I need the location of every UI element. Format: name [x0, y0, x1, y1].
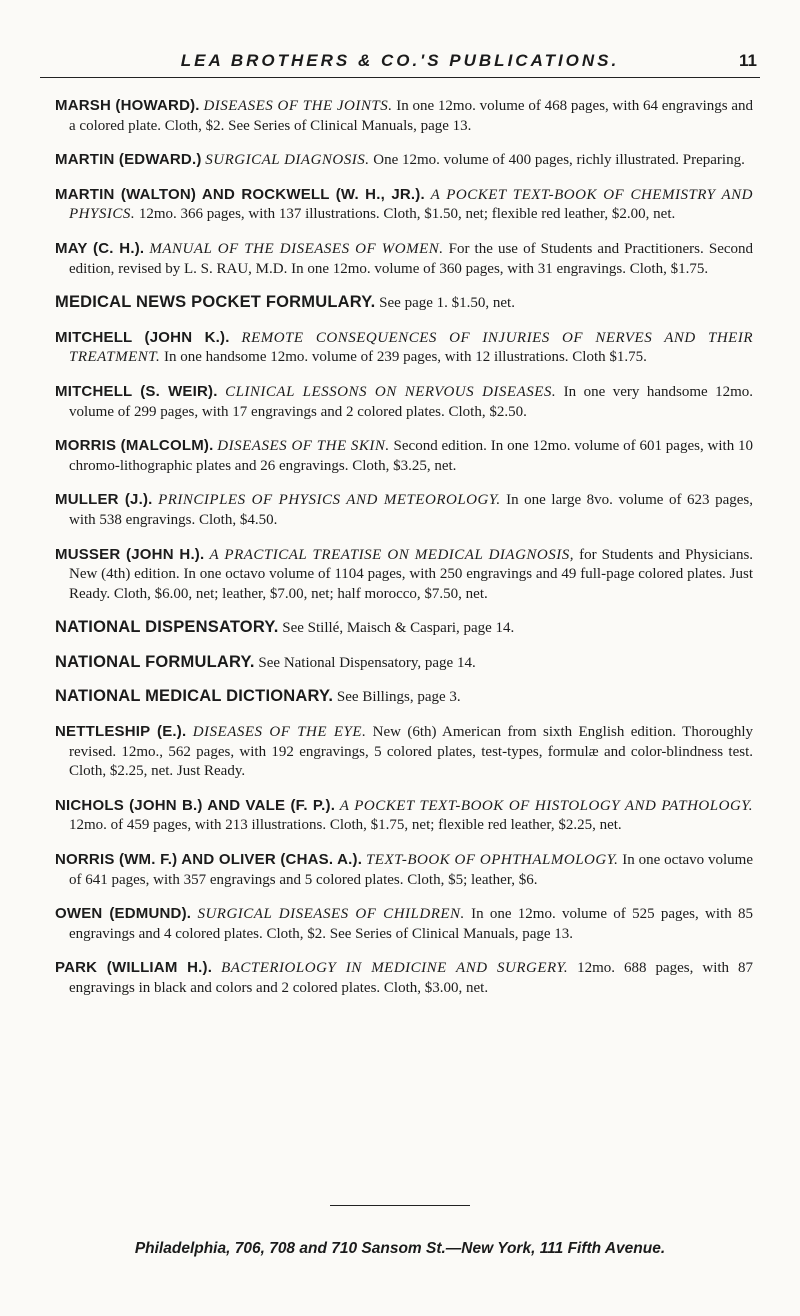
entry-body: [55, 150, 753, 171]
catalog-entry: [55, 545, 753, 605]
author-name: MEDICAL NEWS POCKET FORMULARY.: [55, 293, 376, 312]
author-name: PARK (WILLIAM H.).: [55, 959, 213, 977]
entry-description: 12mo. 366 pages, with 137 illustrations. Cloth, $1.50, net; flexible red leather, $2.00, net.: [138, 206, 676, 223]
catalog-entry: [55, 958, 753, 998]
catalog-entry: [55, 96, 753, 136]
entry-body: [55, 850, 753, 890]
entry-description: In one octavo volume of 641 pages, with 357 engravings and 5 colored plates. Cloth, $5; leather, $6.: [69, 852, 753, 888]
entry-description: For the use of Students and Practitioners. Second edition, revised by L. S. RAU, M.D. In one 12mo. volume of 360 pages, with 31 engravings. Cloth, $1.75.: [69, 240, 754, 277]
entry-body: [55, 185, 753, 225]
author-name: NATIONAL DISPENSATORY.: [55, 618, 279, 637]
book-title: A POCKET TEXT-BOOK OF HISTOLOGY AND PATHOLOGY.: [339, 797, 753, 814]
entry-body: [55, 687, 753, 708]
book-title: TEXT-BOOK OF OPHTHALMOLOGY.: [365, 852, 619, 869]
entry-body: [55, 722, 753, 782]
author-name: MARSH (HOWARD).: [55, 97, 200, 114]
entry-body: [55, 796, 753, 836]
running-header: LEA BROTHERS & CO.'S PUBLICATIONS.: [180, 51, 620, 70]
book-title: PRINCIPLES OF PHYSICS AND METEOROLOGY.: [158, 492, 501, 509]
author-name: NICHOLS (JOHN B.) AND VALE (F. P.).: [55, 796, 336, 814]
book-title: DISEASES OF THE SKIN.: [217, 438, 390, 455]
header-rule: [40, 77, 760, 78]
book-title: A PRACTICAL TREATISE ON MEDICAL DIAGNOSIS,: [209, 546, 575, 563]
entry-description: for Students and Physicians. New (4th) edition. In one octavo volume of 1104 pages, with 250 engravings and 49 full-page colored plates. Just Ready. Cloth, $6.00, net; leather, $7.00, net; half morocco, $7.50, net.: [69, 546, 754, 602]
entry-description: See Stillé, Maisch & Caspari, page 14.: [282, 620, 515, 637]
entry-body: [55, 328, 753, 368]
entry-description: In one 12mo. volume of 525 pages, with 85 engravings and 4 colored plates. Cloth, $2. See Series of Clinical Manuals, page 13.: [69, 906, 754, 942]
book-title: SURGICAL DISEASES OF CHILDREN.: [197, 906, 465, 923]
publisher-address: Philadelphia, 706, 708 and 710 Sansom St.—New York, 111 Fifth Avenue.: [134, 1240, 666, 1257]
author-name: NETTLESHIP (E.).: [55, 723, 187, 741]
entry-description: In one handsome 12mo. volume of 239 pages, with 12 illustrations. Cloth $1.75.: [164, 349, 647, 366]
book-title: REMOTE CONSEQUENCES OF INJURIES OF NERVES AND THEIR TREATMENT.: [69, 329, 754, 366]
author-name: MUSSER (JOHN H.).: [55, 545, 205, 563]
author-name: MULLER (J.).: [55, 491, 153, 509]
entry-description: 12mo. 688 pages, with 87 engravings in black and colors and 2 colored plates. Cloth, $3.00, net.: [69, 960, 753, 996]
entry-description: 12mo. of 459 pages, with 213 illustrations. Cloth, $1.75, net; flexible red leather, $2.25, net.: [69, 817, 622, 834]
author-name: MORRIS (MALCOLM).: [55, 437, 214, 455]
catalog-entry: [55, 382, 753, 422]
author-name: MITCHELL (S. WEIR).: [55, 382, 218, 400]
catalog-entry: [55, 850, 753, 890]
catalog-entry: [55, 687, 753, 708]
book-title: CLINICAL LESSONS ON NERVOUS DISEASES.: [225, 383, 557, 400]
entry-description: See Billings, page 3.: [336, 689, 461, 706]
entry-body: [55, 382, 753, 422]
page-number: 11: [739, 51, 757, 70]
author-name: OWEN (EDMUND).: [55, 905, 192, 923]
catalog-entry: [55, 150, 753, 171]
author-name: NATIONAL FORMULARY.: [55, 652, 255, 671]
entry-description: In one very handsome 12mo. volume of 299 pages, with 17 engravings and 2 colored plates. Cloth, $2.50.: [69, 383, 754, 420]
book-title: BACTERIOLOGY IN MEDICINE AND SURGERY.: [221, 960, 569, 977]
catalog-entry: [55, 618, 753, 639]
author-name: NORRIS (WM. F.) AND OLIVER (CHAS. A.).: [55, 851, 363, 869]
catalog-entry: [55, 653, 753, 674]
book-title: DISEASES OF THE EYE.: [192, 724, 367, 741]
entry-body: [55, 958, 753, 998]
author-name: MARTIN (WALTON) AND ROCKWELL (W. H., JR.).: [55, 185, 425, 203]
entry-body: [55, 293, 753, 314]
entry-description: In one large 8vo. volume of 623 pages, with 538 engravings. Cloth, $4.50.: [69, 492, 754, 528]
entry-description: New (6th) American from sixth English edition. Thoroughly revised. 12mo., 562 pages, with 192 engravings, 5 colored plates, test-types, formulæ and color-blindness test. Cloth, $2.25, net. Just Ready.: [69, 724, 753, 780]
catalog-entry: [55, 185, 753, 225]
entry-body: [55, 490, 753, 530]
catalog-entry: [55, 490, 753, 530]
catalog-entries: [55, 96, 753, 999]
book-title: DISEASES OF THE JOINTS.: [203, 98, 393, 114]
entry-body: [55, 239, 753, 279]
entry-body: [55, 96, 753, 136]
catalog-entry: [55, 293, 753, 314]
catalog-entry: [55, 239, 753, 279]
entry-body: [55, 904, 753, 944]
book-title: MANUAL OF THE DISEASES OF WOMEN.: [149, 240, 444, 257]
entry-body: [55, 618, 753, 639]
book-title: SURGICAL DIAGNOSIS.: [205, 152, 370, 169]
entry-description: In one 12mo. volume of 468 pages, with 64 engravings and a colored plate. Cloth, $2. See Series of Clinical Manuals, page 13.: [69, 98, 753, 134]
entry-description: See National Dispensatory, page 14.: [258, 654, 476, 671]
author-name: MAY (C. H.).: [55, 239, 145, 257]
entry-description: Second edition. In one 12mo. volume of 601 pages, with 10 chromo-lithographic plates and 26 engravings. Cloth, $3.25, net.: [69, 438, 754, 474]
book-title: A POCKET TEXT-BOOK OF CHEMISTRY AND PHYSICS.: [69, 186, 754, 223]
author-name: MITCHELL (JOHN K.).: [55, 328, 230, 346]
footer-rule: [330, 1205, 470, 1206]
author-name: NATIONAL MEDICAL DICTIONARY.: [55, 687, 334, 706]
catalog-entry: [55, 904, 753, 944]
entry-body: [55, 653, 753, 674]
entry-body: [55, 436, 753, 476]
entry-description: One 12mo. volume of 400 pages, richly illustrated. Preparing.: [373, 152, 745, 169]
catalog-entry: [55, 722, 753, 782]
catalog-entry: [55, 436, 753, 476]
catalog-entry: [55, 328, 753, 368]
author-name: MARTIN (EDWARD.): [55, 151, 202, 169]
entry-body: [55, 545, 753, 605]
entry-description: See page 1. $1.50, net.: [379, 295, 515, 312]
catalog-entry: [55, 796, 753, 836]
